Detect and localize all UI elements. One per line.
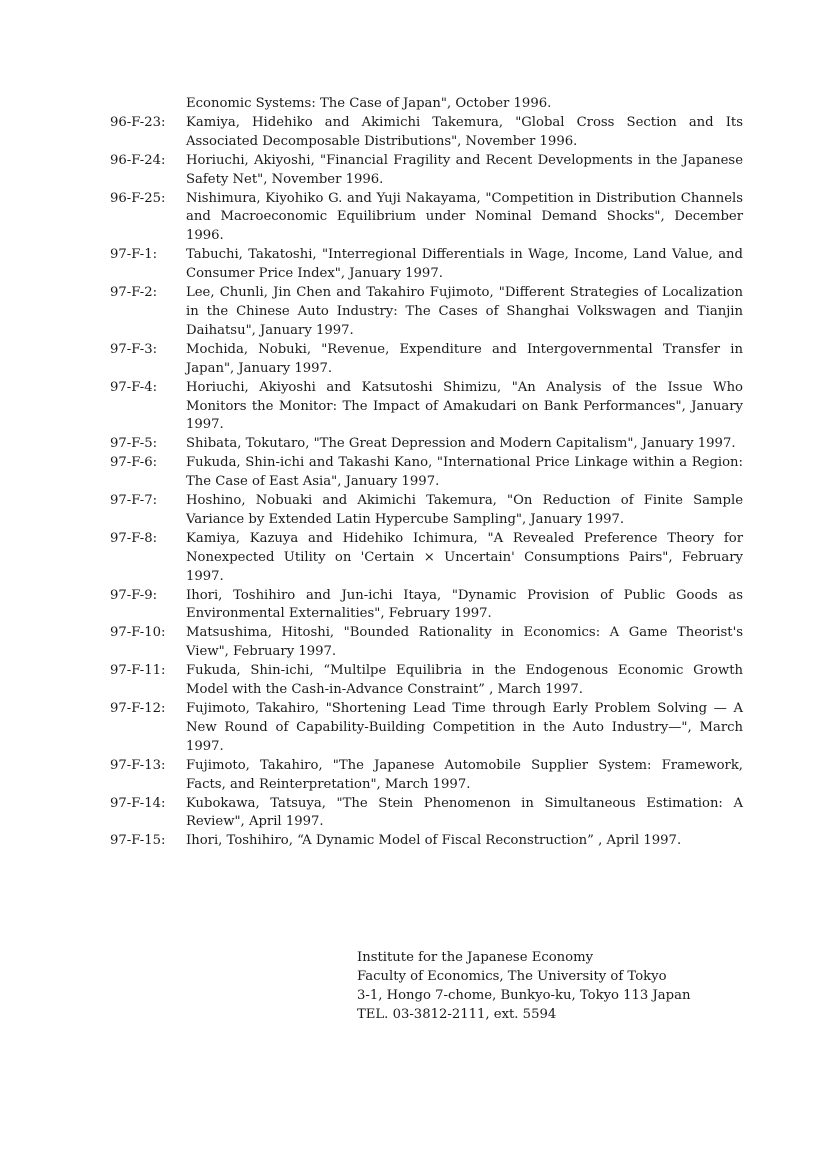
list-item <box>110 341 750 379</box>
paper-code: 97-F-7: <box>110 493 158 509</box>
paper-code: 97-F-13: <box>110 757 166 773</box>
paper-citation: Mochida, Nobuki, "Revenue, Expenditure and Intergovernmental Transfer in Japan", January 1997. <box>186 341 743 376</box>
paper-citation: Hoshino, Nobuaki and Akimichi Takemura, "On Reduction of Finite Sample Variance by Extended Latin Hypercube Sampling", January 1997. <box>186 493 743 527</box>
institute-name: Institute for the Japanese Economy <box>357 950 594 965</box>
paper-citation: Ihori, Toshihiro and Jun-ichi Itaya, "Dynamic Provision of Public Goods as Environmental Externalities", February 1997. <box>186 587 743 622</box>
list-item <box>110 152 750 190</box>
list-item <box>110 190 750 247</box>
list-item <box>110 795 750 833</box>
list-item <box>110 435 750 454</box>
list-item <box>110 379 750 436</box>
paper-citation: Tabuchi, Takatoshi, "Interregional Differentials in Wage, Income, Land Value, and Consumer Price Index", January 1997. <box>186 247 743 282</box>
paper-citation: Fujimoto, Takahiro, "The Japanese Automobile Supplier System: Framework, Facts, and Reinterpretation", March 1997. <box>186 757 743 792</box>
list-item <box>110 587 750 625</box>
paper-code: 97-F-14: <box>110 795 166 811</box>
paper-citation: Lee, Chunli, Jin Chen and Takahiro Fujimoto, "Different Strategies of Localization in the Chinese Auto Industry: The Cases of Shanghai Volkswagen and Tianjin Daihatsu", January 1997. <box>186 285 743 338</box>
list-item <box>110 700 750 757</box>
street-address: 3-1, Hongo 7-chome, Bunkyo-ku, Tokyo 113 Japan <box>357 988 691 1003</box>
paper-citation: Fukuda, Shin-ichi, “Multilpe Equilibria in the Endogenous Economic Growth Model with the Cash-in-Advance Constraint” , March 1997. <box>186 663 743 698</box>
paper-citation: Kamiya, Hidehiko and Akimichi Takemura, "Global Cross Section and Its Associated Decomposable Distributions", November 1996. <box>186 114 743 149</box>
paper-citation: Shibata, Tokutaro, "The Great Depression and Modern Capitalism", January 1997. <box>186 436 736 452</box>
list-item <box>110 530 750 587</box>
paper-code: 96-F-25: <box>110 190 166 206</box>
paper-code: 97-F-10: <box>110 625 166 641</box>
list-item <box>110 624 750 662</box>
paper-code: 97-F-15: <box>110 833 166 849</box>
paper-citation: Ihori, Toshihiro, “A Dynamic Model of Fiscal Reconstruction” , April 1997. <box>186 833 682 849</box>
list-item <box>110 492 750 530</box>
paper-code: 96-F-24: <box>110 152 166 168</box>
paper-citation: Horiuchi, Akiyoshi, "Financial Fragility and Recent Developments in the Japanese Safety Net", November 1996. <box>186 152 743 187</box>
paper-code: 97-F-4: <box>110 379 158 395</box>
paper-citation: Fukuda, Shin-ichi and Takashi Kano, "International Price Linkage within a Region: The Case of East Asia", January 1997. <box>186 455 743 490</box>
paper-citation: Economic Systems: The Case of Japan", October 1996. <box>186 96 552 111</box>
list-item <box>110 246 750 284</box>
faculty-name: Faculty of Economics, The University of Tokyo <box>357 969 667 984</box>
list-item <box>110 832 750 851</box>
list-item <box>110 284 750 341</box>
paper-code: 97-F-12: <box>110 701 166 716</box>
list-item <box>110 662 750 700</box>
telephone: TEL. 03-3812-2111, ext. 5594 <box>357 1007 557 1022</box>
paper-code: 97-F-9: <box>110 587 158 603</box>
list-item <box>110 95 750 114</box>
paper-citation: Nishimura, Kiyohiko G. and Yuji Nakayama, "Competition in Distribution Channels and Macroeconomic Equilibrium under Nominal Demand Shocks", December 1996. <box>186 190 743 244</box>
paper-citation: Kubokawa, Tatsuya, "The Stein Phenomenon in Simultaneous Estimation: A Review", April 1997. <box>186 795 743 830</box>
working-paper-list <box>110 95 750 851</box>
institute-address <box>357 948 757 1024</box>
paper-code: 97-F-6: <box>110 455 158 471</box>
paper-code: 97-F-11: <box>110 663 166 679</box>
paper-code: 96-F-23: <box>110 114 166 130</box>
paper-code: 97-F-1: <box>110 247 158 263</box>
paper-citation: Kamiya, Kazuya and Hidehiko Ichimura, "A Revealed Preference Theory for Nonexpected Utility on 'Certain × Uncertain' Consumptions Pairs", February 1997. <box>186 530 743 584</box>
list-item <box>110 114 750 152</box>
paper-citation: Fujimoto, Takahiro, "Shortening Lead Time through Early Problem Solving — A New Round of Capability-Building Competition in the Auto Industry—", March 1997. <box>186 701 743 754</box>
paper-citation: Matsushima, Hitoshi, "Bounded Rationality in Economics: A Game Theorist's View", February 1997. <box>186 625 743 660</box>
paper-code: 97-F-2: <box>110 285 158 301</box>
paper-citation: Horiuchi, Akiyoshi and Katsutoshi Shimizu, "An Analysis of the Issue Who Monitors the Monitor: The Impact of Amakudari on Bank Performances", January 1997. <box>186 379 743 433</box>
paper-code: 97-F-5: <box>110 436 158 452</box>
paper-code: 97-F-8: <box>110 530 158 546</box>
paper-code: 97-F-3: <box>110 341 158 357</box>
list-item <box>110 454 750 492</box>
list-item <box>110 757 750 795</box>
